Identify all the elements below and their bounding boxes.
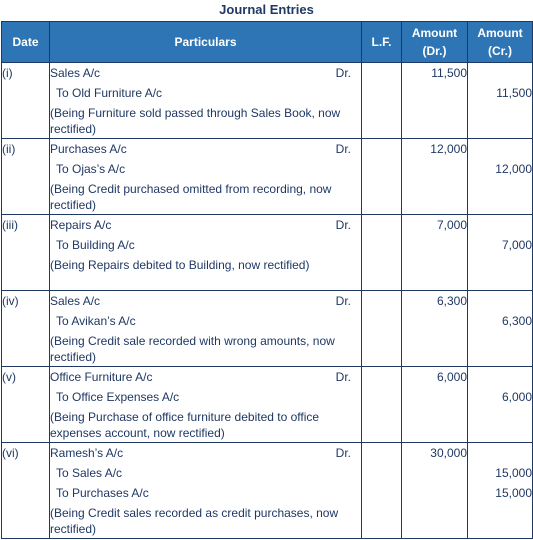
header-amount-cr — [468, 22, 533, 63]
entry-dr-amount: 6,300 — [402, 291, 468, 367]
dr-tag: Dr. — [335, 446, 351, 460]
narration: (Being Credit purchased omitted from recording, now rectified) — [50, 182, 332, 212]
header-date: Date — [2, 22, 50, 63]
entry-lf — [362, 291, 402, 367]
debit-account: Purchases A/c — [50, 142, 127, 156]
debit-account-line — [50, 367, 361, 387]
dr-tag: Dr. — [335, 142, 351, 156]
debit-account: Sales A/c — [50, 294, 101, 308]
credit-account: To Building A/c — [56, 238, 135, 252]
journal-entry-row — [2, 443, 533, 539]
journal-entry-row — [2, 291, 533, 367]
entry-lf — [362, 443, 402, 539]
entry-lf — [362, 367, 402, 443]
cr-amount: 12,000 — [495, 162, 532, 176]
entry-date: (i) — [2, 63, 50, 139]
entry-dr-amount: 30,000 — [402, 443, 468, 539]
debit-account-line — [50, 63, 361, 83]
journal-table — [1, 21, 533, 539]
narration: (Being Purchase of office furniture debited to office expenses account, now rectified) — [50, 410, 320, 440]
entry-particulars — [50, 139, 362, 215]
narration: (Being Repairs debited to Building, now rectified) — [50, 258, 310, 272]
journal-entry-row — [2, 139, 533, 215]
entry-date: (ii) — [2, 139, 50, 215]
debit-account-line — [50, 139, 361, 159]
entry-date: (vi) — [2, 443, 50, 539]
credit-account: To Old Furniture A/c — [56, 86, 163, 100]
journal-title: Journal Entries — [219, 2, 314, 17]
entry-dr-amount: 7,000 — [402, 215, 468, 291]
cr-amount: 15,000 — [495, 486, 532, 500]
entry-cr-amount — [468, 291, 533, 367]
credit-account: To Avikan’s A/c — [56, 314, 136, 328]
header-amount-cr-line2: (Cr.) — [488, 44, 512, 58]
credit-account: To Purchases A/c — [56, 486, 149, 500]
entry-particulars — [50, 215, 362, 291]
entry-lf — [362, 139, 402, 215]
entry-lf — [362, 215, 402, 291]
credit-account: To Ojas’s A/c — [56, 162, 126, 176]
header-row — [2, 22, 533, 63]
header-amount-dr — [402, 22, 468, 63]
cr-amount: 15,000 — [495, 466, 532, 480]
entry-particulars — [50, 443, 362, 539]
entry-lf — [362, 63, 402, 139]
dr-tag: Dr. — [335, 66, 351, 80]
entry-cr-amount — [468, 443, 533, 539]
entry-date: (iii) — [2, 215, 50, 291]
debit-account: Office Furniture A/c — [50, 370, 153, 384]
entry-cr-amount — [468, 63, 533, 139]
narration: (Being Credit sales recorded as credit purchases, now rectified) — [50, 506, 339, 536]
debit-account-line — [50, 215, 361, 235]
entry-dr-amount: 12,000 — [402, 139, 468, 215]
entry-particulars — [50, 367, 362, 443]
dr-tag: Dr. — [335, 218, 351, 232]
header-amount-dr-line2: (Dr.) — [422, 44, 447, 58]
dr-tag: Dr. — [335, 370, 351, 384]
header-amount-cr-line1: Amount — [477, 26, 523, 40]
debit-account-line — [50, 443, 361, 463]
cr-amount: 6,300 — [501, 314, 532, 328]
cr-amount: 6,000 — [501, 390, 532, 404]
entry-date: (v) — [2, 367, 50, 443]
entry-dr-amount: 11,500 — [402, 63, 468, 139]
debit-account: Ramesh’s A/c — [50, 446, 124, 460]
entry-particulars — [50, 291, 362, 367]
narration: (Being Credit sale recorded with wrong amounts, now rectified) — [50, 334, 335, 364]
journal-entry-row — [2, 215, 533, 291]
debit-account: Repairs A/c — [50, 218, 112, 232]
entry-cr-amount — [468, 139, 533, 215]
journal-entry-row — [2, 367, 533, 443]
cr-amount: 7,000 — [501, 238, 532, 252]
header-particulars: Particulars — [50, 22, 362, 63]
cr-amount: 11,500 — [496, 86, 532, 100]
credit-account: To Sales A/c — [56, 466, 123, 480]
header-amount-dr-line1: Amount — [411, 26, 458, 40]
entry-particulars — [50, 63, 362, 139]
narration: (Being Furniture sold passed through Sales Book, now rectified) — [50, 106, 341, 136]
entry-dr-amount: 6,000 — [402, 367, 468, 443]
debit-account-line — [50, 291, 361, 311]
header-lf: L.F. — [362, 22, 402, 63]
entry-cr-amount — [468, 215, 533, 291]
credit-account: To Office Expenses A/c — [56, 390, 180, 404]
dr-tag: Dr. — [335, 294, 351, 308]
entry-date: (iv) — [2, 291, 50, 367]
journal-entry-row — [2, 63, 533, 139]
debit-account: Sales A/c — [50, 66, 101, 80]
entry-cr-amount — [468, 367, 533, 443]
